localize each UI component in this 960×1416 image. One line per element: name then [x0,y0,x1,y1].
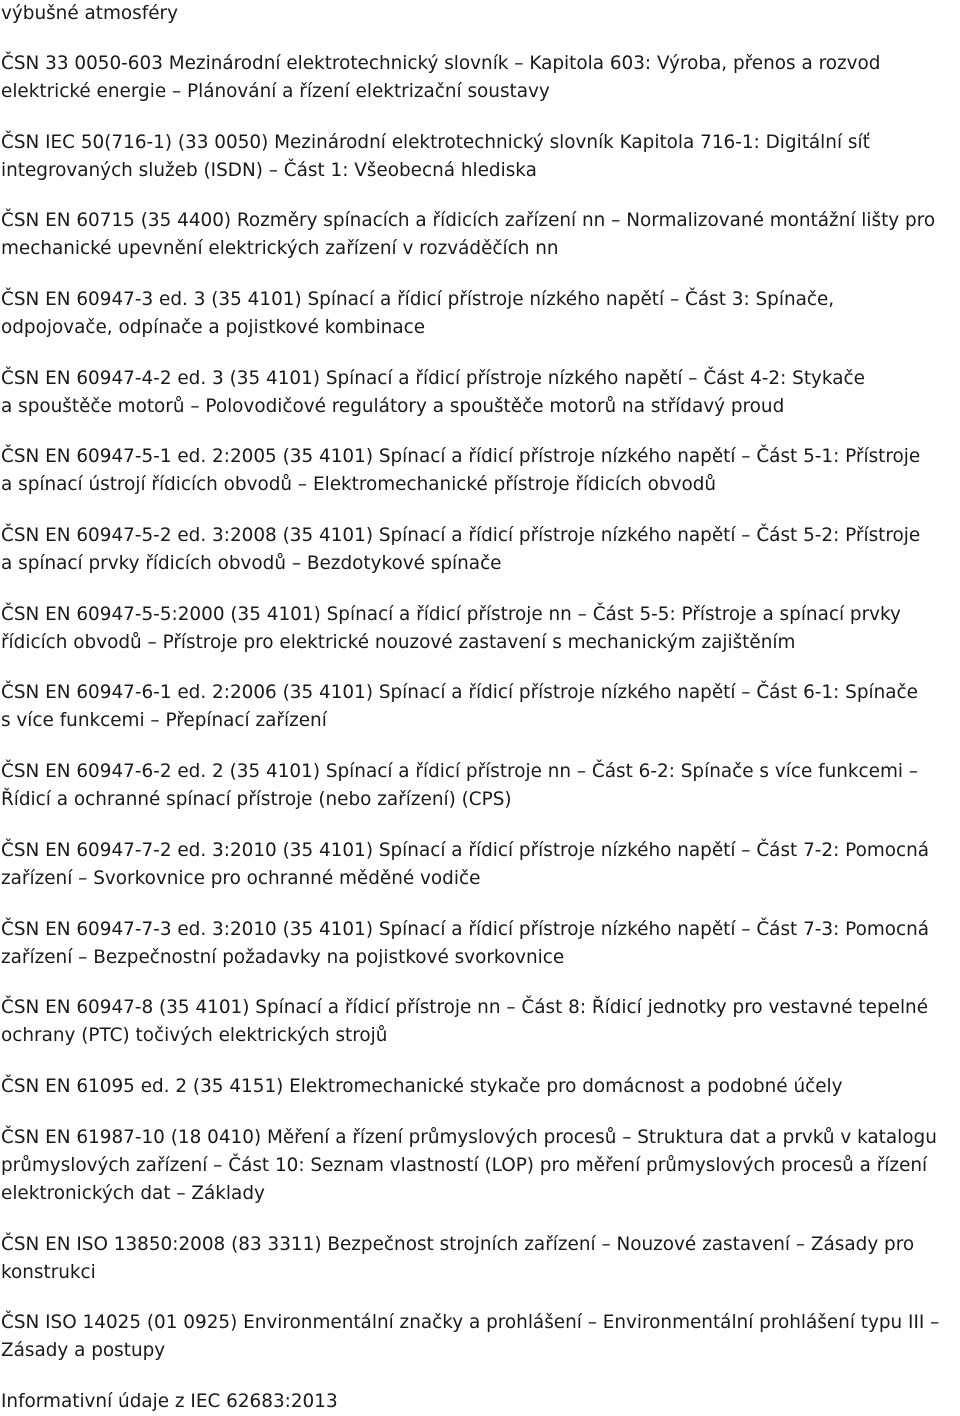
text-line: a spínací ústrojí řídicích obvodů – Elektromechanické přístroje řídicích obvodů [1,474,717,495]
text-line: ČSN EN 60947-5-1 ed. 2:2005 (35 4101) Spínací a řídicí přístroje nízkého napětí – Část 5-1: Přístroje [1,446,921,467]
text-line: konstrukci [1,1262,96,1283]
text-line: průmyslových zařízení – Část 10: Seznam vlastností (LOP) pro měření průmyslových procesů a řízení [1,1155,928,1176]
text-line: ČSN EN 60947-6-2 ed. 2 (35 4101) Spínací a řídicí přístroje nn – Část 6-2: Spínače s více funkcemi – [1,761,919,782]
text-line: a spínací prvky řídicích obvodů – Bezdotykové spínače [1,553,502,574]
text-line: mechanické upevnění elektrických zařízení v rozváděčích nn [1,238,559,259]
text-line: ČSN EN 60947-6-1 ed. 2:2006 (35 4101) Spínací a řídicí přístroje nízkého napětí – Část 6-1: Spínače [1,682,918,703]
text-line: ČSN EN 60947-7-2 ed. 3:2010 (35 4101) Spínací a řídicí přístroje nízkého napětí – Část 7-2: Pomocná [1,840,930,861]
text-line: s více funkcemi – Přepínací zařízení [1,710,327,731]
text-line: elektrické energie – Plánování a řízení elektrizační soustavy [1,81,550,102]
text-line: Řídicí a ochranné spínací přístroje (nebo zařízení) (CPS) [1,789,512,810]
text-line: ČSN EN 60715 (35 4400) Rozměry spínacích a řídicích zařízení nn – Normalizované montážní lišty pro [1,210,936,231]
text-line: odpojovače, odpínače a pojistkové kombinace [1,317,426,338]
text-line: integrovaných služeb (ISDN) – Část 1: Všeobecná hlediska [1,160,537,181]
text-line: zařízení – Svorkovnice pro ochranné měděné vodiče [1,868,481,889]
text-line: elektronických dat – Základy [1,1183,265,1204]
text-line: ochrany (PTC) točivých elektrických strojů [1,1025,388,1046]
text-line: ČSN IEC 50(716-1) (33 0050) Mezinárodní elektrotechnický slovník Kapitola 716-1: Digitální síť [1,132,870,153]
text-line: zařízení – Bezpečnostní požadavky na pojistkové svorkovnice [1,947,565,968]
text-line: ČSN EN 60947-4-2 ed. 3 (35 4101) Spínací a řídicí přístroje nízkého napětí – Část 4-2: Stykače [1,368,865,389]
text-line: ČSN EN 60947-7-3 ed. 3:2010 (35 4101) Spínací a řídicí přístroje nízkého napětí – Část 7-3: Pomocná [1,919,930,940]
text-line: výbušné atmosféry [1,3,178,24]
text-line: a spouštěče motorů – Polovodičové regulátory a spouštěče motorů na střídavý proud [1,396,785,417]
text-line: ČSN EN 60947-3 ed. 3 (35 4101) Spínací a řídicí přístroje nízkého napětí – Část 3: Spínače, [1,289,835,310]
text-line: řídicích obvodů – Přístroje pro elektrické nouzové zastavení s mechanickým zajištěním [1,632,796,653]
text-line: Zásady a postupy [1,1340,166,1361]
text-line: ČSN EN 60947-5-5:2000 (35 4101) Spínací a řídicí přístroje nn – Část 5-5: Přístroje a spínací prvky [1,604,901,625]
text-line: Informativní údaje z IEC 62683:2013 [1,1391,338,1412]
text-line: ČSN ISO 14025 (01 0925) Environmentální značky a prohlášení – Environmentální prohlášení typu III – [1,1312,940,1333]
text-line: ČSN 33 0050-603 Mezinárodní elektrotechnický slovník – Kapitola 603: Výroba, přenos a rozvod [1,53,881,74]
text-line: ČSN EN 60947-8 (35 4101) Spínací a řídicí přístroje nn – Část 8: Řídicí jednotky pro vestavné tepelné [1,997,929,1018]
text-line: ČSN EN 61987-10 (18 0410) Měření a řízení průmyslových procesů – Struktura dat a prvků v katalogu [1,1127,937,1148]
text-line: ČSN EN ISO 13850:2008 (83 3311) Bezpečnost strojních zařízení – Nouzové zastavení – Zásady pro [1,1234,915,1255]
text-line: ČSN EN 61095 ed. 2 (35 4151) Elektromechanické stykače pro domácnost a podobné účely [1,1076,843,1097]
text-line: ČSN EN 60947-5-2 ed. 3:2008 (35 4101) Spínací a řídicí přístroje nízkého napětí – Část 5-2: Přístroje [1,525,921,546]
